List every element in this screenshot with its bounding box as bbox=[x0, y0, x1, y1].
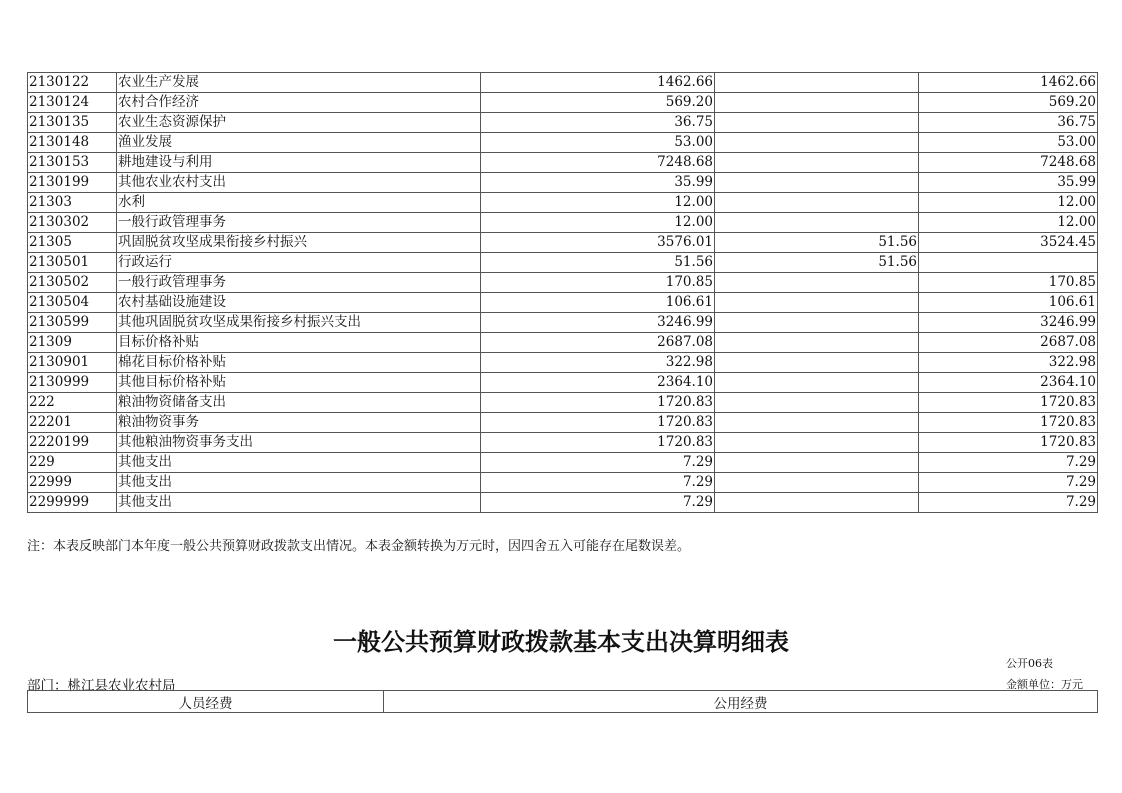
header-row bbox=[28, 691, 1098, 713]
cell-project: 106.61 bbox=[919, 293, 1098, 313]
cell-name: 一般行政管理事务 bbox=[117, 213, 481, 233]
cell-project: 1720.83 bbox=[919, 393, 1098, 413]
cell-name: 其他支出 bbox=[117, 453, 481, 473]
cell-total: 7.29 bbox=[481, 493, 715, 513]
cell-basic bbox=[715, 113, 919, 133]
cell-code: 2130599 bbox=[28, 313, 117, 333]
cell-name: 耕地建设与利用 bbox=[117, 153, 481, 173]
cell-code: 2130135 bbox=[28, 113, 117, 133]
cell-project: 2364.10 bbox=[919, 373, 1098, 393]
cell-total: 36.75 bbox=[481, 113, 715, 133]
cell-basic bbox=[715, 213, 919, 233]
cell-basic bbox=[715, 93, 919, 113]
table-row bbox=[28, 393, 1098, 413]
cell-code: 2130504 bbox=[28, 293, 117, 313]
table-row bbox=[28, 333, 1098, 353]
table-row bbox=[28, 113, 1098, 133]
cell-project: 7.29 bbox=[919, 453, 1098, 473]
table-row bbox=[28, 213, 1098, 233]
cell-project: 35.99 bbox=[919, 173, 1098, 193]
cell-project: 322.98 bbox=[919, 353, 1098, 373]
cell-total: 35.99 bbox=[481, 173, 715, 193]
cell-name: 农业生产发展 bbox=[117, 73, 481, 93]
cell-basic bbox=[715, 273, 919, 293]
cell-code: 222 bbox=[28, 393, 117, 413]
cell-name: 巩固脱贫攻坚成果衔接乡村振兴 bbox=[117, 233, 481, 253]
table-row bbox=[28, 173, 1098, 193]
cell-name: 农业生态资源保护 bbox=[117, 113, 481, 133]
page-title: 一般公共预算财政拨款基本支出决算明细表 bbox=[333, 628, 789, 656]
cell-code: 2130199 bbox=[28, 173, 117, 193]
table-note: 注：本表反映部门本年度一般公共预算财政拨款支出情况。本表金额转换为万元时，因四舍五入可能存在尾数误差。 bbox=[27, 539, 691, 554]
cell-name: 粮油物资事务 bbox=[117, 413, 481, 433]
table-row bbox=[28, 453, 1098, 473]
table-row bbox=[28, 133, 1098, 153]
table-row bbox=[28, 313, 1098, 333]
cell-basic bbox=[715, 493, 919, 513]
cell-basic bbox=[715, 333, 919, 353]
cell-name: 棉花目标价格补贴 bbox=[117, 353, 481, 373]
cell-basic bbox=[715, 173, 919, 193]
cell-project: 170.85 bbox=[919, 273, 1098, 293]
cell-code: 22201 bbox=[28, 413, 117, 433]
cell-project: 12.00 bbox=[919, 193, 1098, 213]
expenditure-table-body bbox=[28, 73, 1098, 513]
cell-project: 12.00 bbox=[919, 213, 1098, 233]
table-row bbox=[28, 193, 1098, 213]
cell-basic bbox=[715, 313, 919, 333]
cell-name: 其他支出 bbox=[117, 473, 481, 493]
cell-project: 2687.08 bbox=[919, 333, 1098, 353]
cell-total: 1720.83 bbox=[481, 393, 715, 413]
cell-total: 53.00 bbox=[481, 133, 715, 153]
cell-project: 7.29 bbox=[919, 493, 1098, 513]
table-row bbox=[28, 153, 1098, 173]
cell-basic bbox=[715, 373, 919, 393]
cell-name: 其他目标价格补贴 bbox=[117, 373, 481, 393]
cell-project: 569.20 bbox=[919, 93, 1098, 113]
table-row bbox=[28, 253, 1098, 273]
cell-code: 229 bbox=[28, 453, 117, 473]
cell-code: 2130153 bbox=[28, 153, 117, 173]
form-code: 公开06表 bbox=[1006, 657, 1053, 670]
cell-total: 3246.99 bbox=[481, 313, 715, 333]
cell-project: 53.00 bbox=[919, 133, 1098, 153]
cell-basic bbox=[715, 193, 919, 213]
cell-code: 21305 bbox=[28, 233, 117, 253]
expenditure-table bbox=[27, 72, 1098, 513]
cell-basic: 51.56 bbox=[715, 233, 919, 253]
department-label: 部门：桃江县农业农村局 bbox=[27, 678, 176, 694]
cell-code: 2130124 bbox=[28, 93, 117, 113]
cell-project bbox=[919, 253, 1098, 273]
cell-code: 21303 bbox=[28, 193, 117, 213]
cell-name: 其他巩固脱贫攻坚成果衔接乡村振兴支出 bbox=[117, 313, 481, 333]
cell-code: 2130501 bbox=[28, 253, 117, 273]
cell-code: 2220199 bbox=[28, 433, 117, 453]
cell-total: 12.00 bbox=[481, 213, 715, 233]
cell-total: 170.85 bbox=[481, 273, 715, 293]
cell-code: 2130502 bbox=[28, 273, 117, 293]
table-row bbox=[28, 473, 1098, 493]
cell-total: 3576.01 bbox=[481, 233, 715, 253]
cell-basic: 51.56 bbox=[715, 253, 919, 273]
cell-name: 渔业发展 bbox=[117, 133, 481, 153]
cell-code: 2130148 bbox=[28, 133, 117, 153]
cell-basic bbox=[715, 453, 919, 473]
cell-name: 农村合作经济 bbox=[117, 93, 481, 113]
table-row bbox=[28, 433, 1098, 453]
cell-code: 21309 bbox=[28, 333, 117, 353]
table-row bbox=[28, 233, 1098, 253]
table-row bbox=[28, 493, 1098, 513]
cell-basic bbox=[715, 73, 919, 93]
table-row bbox=[28, 73, 1098, 93]
cell-project: 7.29 bbox=[919, 473, 1098, 493]
cell-name: 其他农业农村支出 bbox=[117, 173, 481, 193]
table-row bbox=[28, 93, 1098, 113]
cell-total: 2364.10 bbox=[481, 373, 715, 393]
cell-project: 1720.83 bbox=[919, 433, 1098, 453]
cell-basic bbox=[715, 153, 919, 173]
cell-total: 322.98 bbox=[481, 353, 715, 373]
cell-name: 粮油物资储备支出 bbox=[117, 393, 481, 413]
cell-total: 106.61 bbox=[481, 293, 715, 313]
cell-basic bbox=[715, 413, 919, 433]
cell-total: 2687.08 bbox=[481, 333, 715, 353]
table-row bbox=[28, 373, 1098, 393]
cell-basic bbox=[715, 393, 919, 413]
cell-name: 其他支出 bbox=[117, 493, 481, 513]
table-row bbox=[28, 273, 1098, 293]
cell-basic bbox=[715, 473, 919, 493]
basic-expenditure-header-table bbox=[27, 690, 1098, 713]
table-row bbox=[28, 353, 1098, 373]
cell-code: 2130122 bbox=[28, 73, 117, 93]
cell-code: 2299999 bbox=[28, 493, 117, 513]
cell-total: 7.29 bbox=[481, 473, 715, 493]
cell-basic bbox=[715, 353, 919, 373]
cell-project: 1462.66 bbox=[919, 73, 1098, 93]
cell-name: 其他粮油物资事务支出 bbox=[117, 433, 481, 453]
cell-name: 一般行政管理事务 bbox=[117, 273, 481, 293]
cell-code: 2130901 bbox=[28, 353, 117, 373]
cell-basic bbox=[715, 133, 919, 153]
table-row bbox=[28, 293, 1098, 313]
cell-name: 农村基础设施建设 bbox=[117, 293, 481, 313]
cell-total: 12.00 bbox=[481, 193, 715, 213]
cell-basic bbox=[715, 433, 919, 453]
cell-code: 22999 bbox=[28, 473, 117, 493]
cell-project: 3524.45 bbox=[919, 233, 1098, 253]
cell-project: 36.75 bbox=[919, 113, 1098, 133]
cell-name: 行政运行 bbox=[117, 253, 481, 273]
cell-total: 7.29 bbox=[481, 453, 715, 473]
cell-total: 51.56 bbox=[481, 253, 715, 273]
cell-total: 569.20 bbox=[481, 93, 715, 113]
cell-name: 水利 bbox=[117, 193, 481, 213]
amount-unit-label: 金额单位：万元 bbox=[1006, 678, 1083, 691]
table-row bbox=[28, 413, 1098, 433]
header-personnel-expenses: 人员经费 bbox=[28, 691, 384, 713]
cell-total: 1462.66 bbox=[481, 73, 715, 93]
cell-code: 2130999 bbox=[28, 373, 117, 393]
header-public-expenses: 公用经费 bbox=[384, 691, 1098, 713]
cell-project: 3246.99 bbox=[919, 313, 1098, 333]
cell-total: 1720.83 bbox=[481, 413, 715, 433]
cell-basic bbox=[715, 293, 919, 313]
cell-project: 1720.83 bbox=[919, 413, 1098, 433]
cell-code: 2130302 bbox=[28, 213, 117, 233]
cell-total: 7248.68 bbox=[481, 153, 715, 173]
cell-project: 7248.68 bbox=[919, 153, 1098, 173]
cell-total: 1720.83 bbox=[481, 433, 715, 453]
cell-name: 目标价格补贴 bbox=[117, 333, 481, 353]
